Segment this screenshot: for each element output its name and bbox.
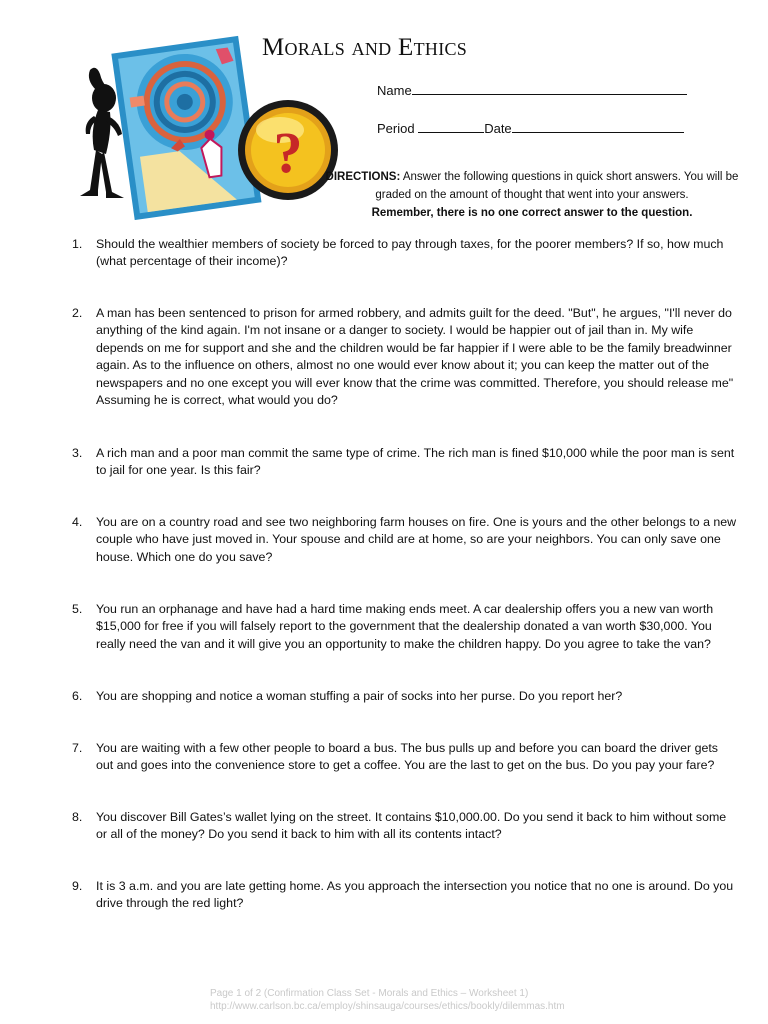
page-footer	[210, 987, 610, 1013]
question-number: 6.	[72, 689, 83, 703]
date-input-line[interactable]	[512, 120, 684, 133]
question-number: 4.	[72, 515, 83, 529]
directions-block	[322, 168, 742, 222]
question-item	[72, 878, 738, 913]
question-number: 3.	[72, 446, 83, 460]
question-item	[72, 514, 738, 566]
period-date-row	[377, 120, 684, 136]
question-item	[72, 740, 738, 775]
period-input-line[interactable]	[418, 120, 484, 133]
question-number: 2.	[72, 306, 83, 320]
question-text: It is 3 a.m. and you are late getting home. As you approach the intersection you notice that no one is around. Do you drive through the red light?	[96, 879, 734, 911]
question-text: You discover Bill Gates’s wallet lying on the street. It contains $10,000.00. Do you send it back to him without some or all of the money? Do you send it back to him with all its contents intact?	[96, 810, 727, 842]
question-item	[72, 236, 738, 271]
question-text: You are shopping and notice a woman stuffing a pair of socks into her purse. Do you report her?	[96, 689, 623, 703]
svg-text:?: ?	[273, 120, 303, 185]
directions-note: Remember, there is no one correct answer to the question.	[371, 207, 693, 219]
question-item	[72, 601, 738, 653]
footer-source-link[interactable]: http://www.carlson.bc.ca/employ/shinsauga/courses/ethics/bookly/dilemmas.htm	[210, 1001, 565, 1012]
question-number: 5.	[72, 602, 83, 616]
question-item	[72, 809, 738, 844]
footer-page-info: Page 1 of 2 (Confirmation Class Set - Morals and Ethics – Worksheet 1)	[210, 988, 529, 999]
question-text: You are waiting with a few other people to board a bus. The bus pulls up and before you can board the driver gets out and goes into the convenience store to get a coffee. You are the last to get on the bus. Do you pay your fare?	[96, 741, 719, 773]
maze-card	[111, 36, 261, 220]
name-input-line[interactable]	[412, 82, 687, 95]
question-number: 9.	[72, 879, 83, 893]
question-item	[72, 445, 738, 480]
period-label: Period	[377, 121, 415, 136]
page-title: Morals and Ethics	[262, 34, 468, 61]
directions-text: Answer the following questions in quick short answers. You will be graded on the amount of thought that went into your answers.	[375, 171, 739, 201]
directions-label: DIRECTIONS:	[325, 171, 401, 183]
question-text: A man has been sentenced to prison for armed robbery, and admits guilt for the deed. "But", he argues, "I'll never do anything of the kind again. I'm not insane or a danger to society. I would be happier out of jail than in. My wife depends on me for support and she and the children would be far happier if I were able to be the family breadwinner again. As to the influence on others, almost no one would ever know about it; you can keep the matter out of the newspapers and no one except you will ever know that the crime was committed. Therefore, you should release me" Assuming he is correct, what would you do?	[96, 306, 734, 408]
name-label: Name	[377, 83, 412, 98]
question-item	[72, 688, 738, 705]
question-text: A rich man and a poor man commit the same type of crime. The rich man is fined $10,000 while the poor man is sent to jail for one year. Is this fair?	[96, 446, 735, 478]
question-text: You are on a country road and see two neighboring farm houses on fire. One is yours and the other belongs to a new couple who have just moved in. Your spouse and child are at home, so are your neighbors. You can only save one house. Which one do you save?	[96, 515, 737, 564]
name-field-row	[377, 82, 687, 98]
question-number: 8.	[72, 810, 83, 824]
date-label: Date	[484, 121, 512, 136]
question-number: 1.	[72, 237, 83, 251]
question-number: 7.	[72, 741, 83, 755]
question-text: Should the wealthier members of society be forced to pay through taxes, for the poorer members? If so, how much (what percentage of their income)?	[96, 237, 724, 269]
question-text: You run an orphanage and have had a hard time making ends meet. A car dealership offers you a new van worth $15,000 for free if you will falsely report to the government that the dealership donated a van worth $30,000. You really need the van and it will give you an opportunity to make the children happy. Do you agree to take the van?	[96, 602, 714, 651]
question-item	[72, 305, 738, 409]
